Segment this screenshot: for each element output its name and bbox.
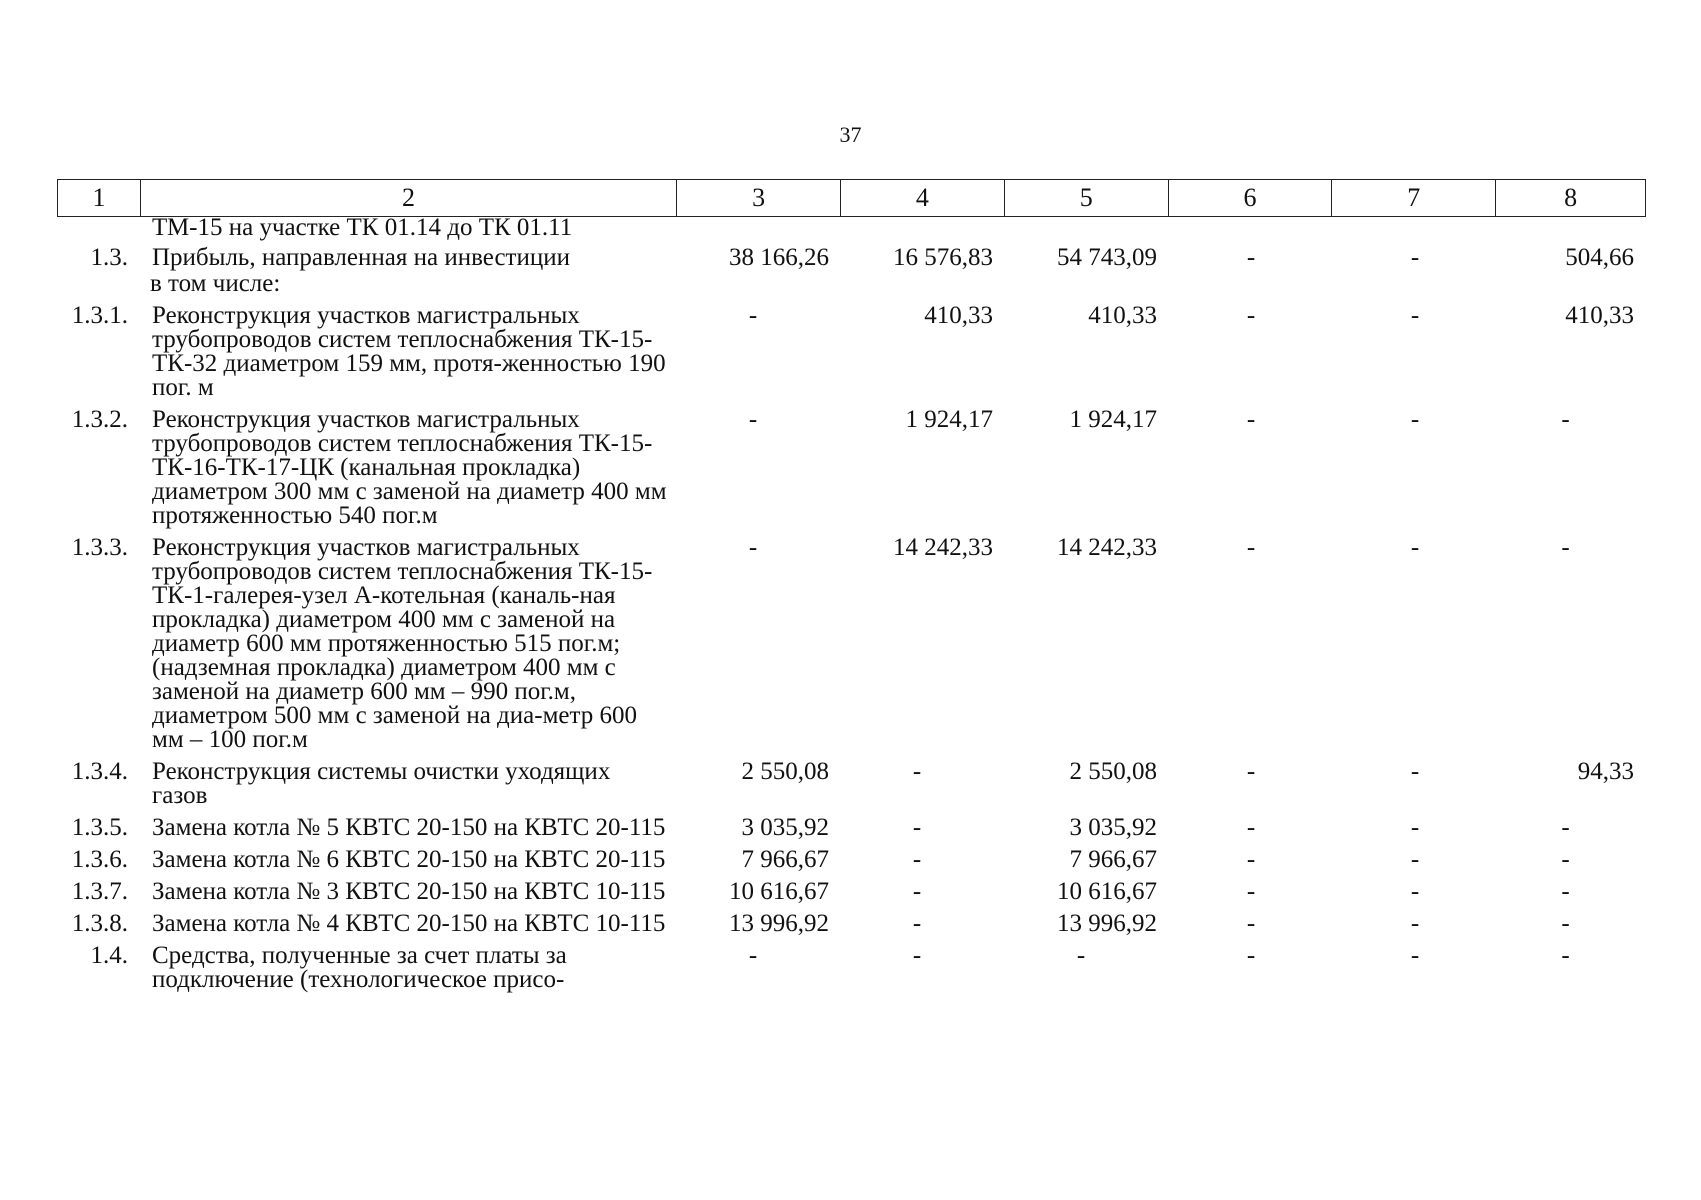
row-col-5 xyxy=(1005,272,1169,296)
row-col-8: 410,33 xyxy=(1565,302,1634,329)
row-number: 1.3.4. xyxy=(71,758,128,785)
header-col-7: 7 xyxy=(1332,180,1496,216)
row-description: Замена котла № 6 КВТС 20-150 на КВТС 20-115 xyxy=(152,846,666,873)
row-col-4: 1 924,17 xyxy=(905,406,993,433)
table-row xyxy=(57,912,1646,936)
row-col-5: 7 966,67 xyxy=(1069,846,1157,873)
table-row xyxy=(57,816,1646,840)
table-header xyxy=(57,179,1646,217)
row-number: 1.3.1. xyxy=(71,302,128,329)
table-body xyxy=(57,216,1646,992)
row-col-6: - xyxy=(1246,814,1256,841)
table-row xyxy=(57,760,1646,808)
row-number: 1.3.8. xyxy=(71,910,128,937)
row-col-7: - xyxy=(1410,814,1420,841)
row-col-6: - xyxy=(1246,302,1256,329)
row-col-4: 14 242,33 xyxy=(893,534,993,561)
row-number: 1.3.2. xyxy=(71,406,128,433)
page-number: 37 xyxy=(839,122,862,147)
row-description: Средства, полученные за счет платы за подключение (технологическое присо- xyxy=(152,942,567,993)
row-number: 1.3. xyxy=(90,244,128,271)
row-col-7: - xyxy=(1410,878,1420,905)
row-number: 1.3.7. xyxy=(71,878,128,905)
row-col-5: 10 616,67 xyxy=(1057,878,1157,905)
row-col-5: 410,33 xyxy=(1088,302,1157,329)
row-col-6: - xyxy=(1246,534,1256,561)
row-col-3: - xyxy=(748,942,758,969)
row-col-3: - xyxy=(748,534,758,561)
row-number: 1.3.3. xyxy=(71,534,128,561)
row-col-8: - xyxy=(1561,942,1570,969)
row-number: 1.4. xyxy=(90,942,128,969)
row-col-4: - xyxy=(912,846,922,873)
row-col-6: - xyxy=(1246,406,1256,433)
row-col-4: - xyxy=(912,942,922,969)
row-number xyxy=(57,272,140,296)
table-row xyxy=(57,848,1646,872)
row-col-4 xyxy=(841,272,1005,296)
header-col-3: 3 xyxy=(677,180,841,216)
row-description: Замена котла № 5 КВТС 20-150 на КВТС 20-115 xyxy=(152,814,666,841)
row-col-4: 16 576,83 xyxy=(893,244,993,271)
row-description: в том числе: xyxy=(150,270,281,297)
row-col-5: 1 924,17 xyxy=(1069,406,1157,433)
row-col-6: - xyxy=(1246,244,1256,271)
row-col-3: 7 966,67 xyxy=(741,846,829,873)
table-row xyxy=(57,880,1646,904)
header-col-5: 5 xyxy=(1005,180,1169,216)
row-col-3: 2 550,08 xyxy=(741,758,829,785)
row-description: Замена котла № 4 КВТС 20-150 на КВТС 10-115 xyxy=(152,910,666,937)
row-col-3: - xyxy=(748,302,758,329)
row-col-3 xyxy=(677,272,841,296)
row-col-4: 410,33 xyxy=(924,302,993,329)
table-row xyxy=(57,246,1646,270)
row-col-6: - xyxy=(1246,910,1256,937)
row-col-4: - xyxy=(912,910,922,937)
row-col-4: - xyxy=(912,878,922,905)
table-row xyxy=(57,536,1646,752)
row-col-7: - xyxy=(1410,534,1420,561)
continuation-text: ТМ-15 на участке ТК 01.14 до ТК 01.11 xyxy=(152,214,573,241)
row-number: 1.3.6. xyxy=(71,846,128,873)
row-col-5: 2 550,08 xyxy=(1069,758,1157,785)
table-row xyxy=(57,408,1646,528)
row-col-8 xyxy=(1497,272,1646,296)
row-col-3: 10 616,67 xyxy=(729,878,829,905)
header-col-6: 6 xyxy=(1169,180,1333,216)
header-col-2: 2 xyxy=(141,180,677,216)
row-col-6: - xyxy=(1246,758,1256,785)
row-col-7: - xyxy=(1410,910,1420,937)
row-col-7: - xyxy=(1410,406,1420,433)
row-col-7: - xyxy=(1410,758,1420,785)
row-col-8: - xyxy=(1561,910,1570,937)
row-description: Замена котла № 3 КВТС 20-150 на КВТС 10-115 xyxy=(152,878,666,905)
row-col-3: 13 996,92 xyxy=(729,910,829,937)
row-col-3: - xyxy=(748,406,758,433)
row-col-4: - xyxy=(912,814,922,841)
table-row xyxy=(57,944,1646,992)
row-col-4: - xyxy=(912,758,922,785)
row-col-3: 38 166,26 xyxy=(729,244,829,271)
row-col-7: - xyxy=(1410,846,1420,873)
row-col-3: 3 035,92 xyxy=(741,814,829,841)
header-col-1: 1 xyxy=(58,180,141,216)
row-description: Прибыль, направленная на инвестиции xyxy=(152,244,570,271)
row-col-7: - xyxy=(1410,244,1420,271)
row-col-8: - xyxy=(1561,846,1570,873)
table-row-continuation xyxy=(57,216,1646,240)
row-col-5: 13 996,92 xyxy=(1057,910,1157,937)
row-col-5: 3 035,92 xyxy=(1069,814,1157,841)
row-col-5: - xyxy=(1076,942,1086,969)
row-col-6 xyxy=(1169,272,1333,296)
row-col-8: - xyxy=(1561,878,1570,905)
row-col-7: - xyxy=(1410,302,1420,329)
row-number: 1.3.5. xyxy=(71,814,128,841)
row-description: Реконструкция системы очистки уходящих газов xyxy=(152,758,611,809)
row-description: Реконструкция участков магистральных трубопроводов систем теплоснабжения ТК-15-ТК-16-ТК-17-ЦК (канальная прокладка) диаметром 300 мм с заменой на диаметр 400 мм протяженностью 540 пог.м xyxy=(152,406,667,529)
table-rows xyxy=(57,246,1646,992)
row-description: Реконструкция участков магистральных трубопроводов систем теплоснабжения ТК-15-ТК-1-галерея-узел А-котельная (каналь-ная прокладка) диаметром 400 мм с заменой на диаметр 600 мм протяженностью 515 пог.м; (надземная прокладка) диаметром 400 мм с заменой на диаметр 600 мм – 990 пог.м, диаметром 500 мм с заменой на диа-метр 600 мм – 100 пог.м xyxy=(152,534,653,753)
row-col-6: - xyxy=(1246,942,1256,969)
row-col-7: - xyxy=(1410,942,1420,969)
row-col-7 xyxy=(1333,272,1497,296)
table-row xyxy=(57,304,1646,400)
row-col-6: - xyxy=(1246,878,1256,905)
row-col-8: - xyxy=(1561,534,1570,561)
header-col-4: 4 xyxy=(841,180,1005,216)
row-col-6: - xyxy=(1246,846,1256,873)
row-col-8: 94,33 xyxy=(1577,758,1634,785)
row-col-8: - xyxy=(1561,406,1570,433)
row-col-8: - xyxy=(1561,814,1570,841)
row-col-5: 54 743,09 xyxy=(1057,244,1157,271)
row-col-8: 504,66 xyxy=(1565,244,1634,271)
header-col-8: 8 xyxy=(1564,183,1578,212)
row-col-5: 14 242,33 xyxy=(1057,534,1157,561)
row-description: Реконструкция участков магистральных трубопроводов систем теплоснабжения ТК-15-ТК-32 диаметром 159 мм, протя-женностью 190 пог. м xyxy=(152,302,666,401)
table-row xyxy=(57,272,1646,296)
